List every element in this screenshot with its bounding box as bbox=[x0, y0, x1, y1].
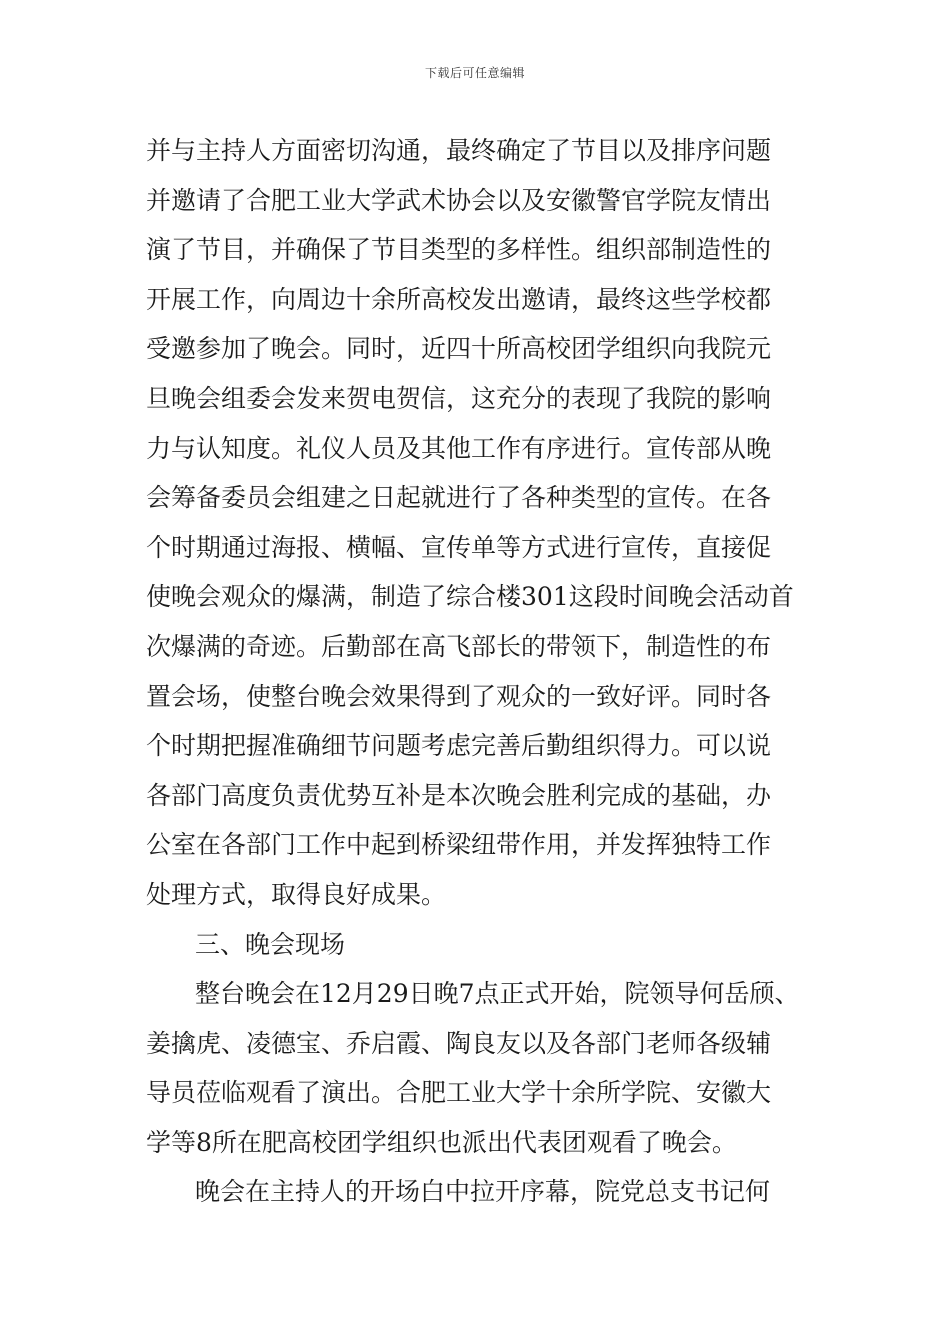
paragraph-line: 各部门高度负责优势互补是本次晚会胜利完成的基础，办 bbox=[146, 780, 772, 810]
paragraph-line: 姜擒虎、凌德宝、乔启霞、陶良友以及各部门老师各级辅 bbox=[146, 1028, 772, 1058]
paragraph-line: 使晚会观众的爆满，制造了综合楼301这段时间晚会活动首 bbox=[146, 582, 794, 612]
paragraph-line: 晚会在主持人的开场白中拉开序幕，院党总支书记何 bbox=[195, 1177, 771, 1207]
paragraph-line: 整台晚会在12月29日晚7点正式开始，院领导何岳颀、 bbox=[195, 979, 800, 1009]
paragraph-line: 次爆满的奇迹。后勤部在高飞部长的带领下，制造性的布 bbox=[146, 631, 772, 661]
paragraph-line: 旦晚会组委会发来贺电贺信，这充分的表现了我院的影响 bbox=[146, 383, 772, 413]
paragraph-line: 处理方式，取得良好成果。 bbox=[146, 879, 447, 909]
paragraph-line: 个时期通过海报、横幅、宣传单等方式进行宣传，直接促 bbox=[146, 532, 772, 562]
paragraph-line: 开展工作，向周边十余所高校发出邀请，最终这些学校都 bbox=[146, 284, 772, 314]
paragraph-line: 会筹备委员会组建之日起就进行了各种类型的宣传。在各 bbox=[146, 483, 772, 513]
section-heading: 三、晚会现场 bbox=[195, 929, 346, 959]
document-body bbox=[146, 126, 836, 1217]
paragraph-line: 学等8所在肥高校团学组织也派出代表团观看了晚会。 bbox=[146, 1127, 737, 1157]
paragraph-line: 并邀请了合肥工业大学武术协会以及安徽警官学院友情出 bbox=[146, 185, 772, 215]
paragraph-line: 公室在各部门工作中起到桥梁纽带作用，并发挥独特工作 bbox=[146, 830, 772, 860]
paragraph-line: 力与认知度。礼仪人员及其他工作有序进行。宣传部从晚 bbox=[146, 433, 772, 463]
page-header: 下载后可任意编辑 bbox=[424, 66, 525, 80]
paragraph-line: 受邀参加了晚会。同时，近四十所高校团学组织向我院元 bbox=[146, 334, 772, 364]
paragraph-line: 并与主持人方面密切沟通，最终确定了节目以及排序问题 bbox=[146, 136, 772, 165]
paragraph-line: 导员莅临观看了演出。合肥工业大学十余所学院、安徽大 bbox=[146, 1078, 772, 1108]
paragraph-line: 演了节目，并确保了节目类型的多样性。组织部制造性的 bbox=[146, 235, 772, 265]
paragraph-line: 个时期把握准确细节问题考虑完善后勤组织得力。可以说 bbox=[146, 731, 772, 761]
paragraph-line: 置会场，使整台晚会效果得到了观众的一致好评。同时各 bbox=[146, 681, 772, 711]
